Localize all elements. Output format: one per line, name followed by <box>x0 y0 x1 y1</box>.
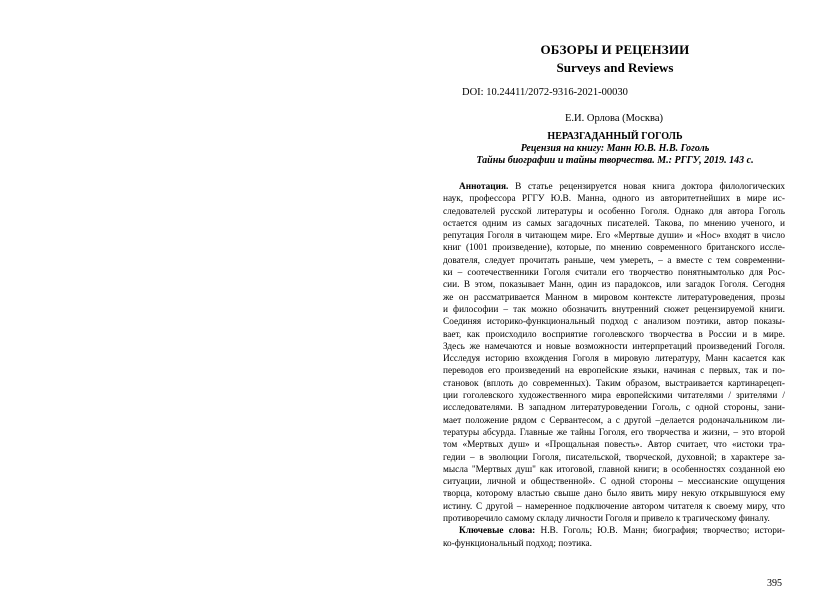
section-title: ОБЗОРЫ И РЕЦЕНЗИИ <box>540 42 690 57</box>
abstract-line: исследователями. В западном литературоведении Гоголь, с одной стороны, зани- <box>443 403 785 414</box>
article-subtitle-line-1: Рецензия на книгу: Манн Ю.В. Н.В. Гоголь <box>520 143 710 154</box>
abstract-line: книг (1001 произведение), которые, по мнению современного британского иссле- <box>443 243 785 254</box>
author-line: Е.И. Орлова (Москва) <box>565 113 663 124</box>
abstract-line: дователя, следует прочитать раньше, чем умереть, – а вместе с тем современни- <box>443 255 785 266</box>
abstract-line: Соединяя историко-функциональный подход с анализом поэтики, автор показы- <box>443 317 785 328</box>
article-title: НЕРАЗГАДАННЫЙ ГОГОЛЬ <box>547 131 683 142</box>
abstract-line: наук, профессора РГГУ Ю.В. Манна, одного из авторитетнейших в мире ис- <box>443 194 785 205</box>
section-title-english: Surveys and Reviews <box>556 60 674 75</box>
abstract-line: сии. В этом, показывает Манн, один из парадоксов, или загадок Гоголя. Сегодня <box>443 280 785 291</box>
abstract-line: мает положение рядом с Сервантесом, а с другой –делается родоначальником ли- <box>443 415 785 426</box>
abstract-line: репутация Гоголя в читающем мире. Его «Мертвые души» и «Нос» входят в число <box>443 231 785 242</box>
abstract-line: истину. С другой – намеренное подключение автором читателя к своему миру, что <box>443 501 785 512</box>
abstract-line: вает, как происходило восприятие гоголевского творчества в России и в мире. <box>443 329 785 340</box>
abstract-line: ситуации, личной и общественной». С одной стороны – мессианские ощущения <box>443 477 785 488</box>
abstract-line: следователей русской литературы и особенно Гоголя. Однако для автора Гоголь <box>443 206 785 217</box>
abstract-line: Аннотация. В статье рецензируется новая книга доктора филологических <box>459 182 785 192</box>
abstract-line: ки – соотечественники Гоголя считали его творчество понятнымтолько для Рос- <box>443 268 785 279</box>
abstract-line: Исследуя историю вхождения Гоголя в мировую литературу, Манн касается как <box>443 354 785 365</box>
abstract-body <box>443 181 785 550</box>
abstract-label: Аннотация. <box>459 182 509 192</box>
keywords-line: Ключевые слова: Н.В. Гоголь; Ю.В. Манн; биография; творчество; истори- <box>459 526 785 537</box>
abstract-line: творца, которому властью свыше дано было явить миру некую открывшуюся ему <box>443 489 785 500</box>
abstract-line: и философии – так можно обозначить внутренний сюжет рецензируемой книги. <box>443 304 785 315</box>
abstract-line: противоречило самому складу личности Гоголя и привело к трагическому финалу. <box>443 514 770 525</box>
keywords-label: Ключевые слова: <box>459 526 536 537</box>
article-subtitle-line-2: Тайны биографии и тайны творчества. М.: РГГУ, 2019. 143 с. <box>476 155 754 166</box>
abstract-line: становок (вплоть до современных). Таким образом, выстраивается картинарецеп- <box>443 378 785 389</box>
abstract-line: тературы абсурда. Главные же тайны Гоголя, его творчества и жизни, – это второй <box>443 427 785 438</box>
abstract-line: том «Мертвых душ» и «Прощальная повесть». Автор считает, что «истоки тра- <box>443 440 785 451</box>
abstract-line: ции гоголевского художественного мира европейскими читателями / зрителями / <box>443 391 785 402</box>
abstract-line: переводов его произведений на европейские языки, начиная с первых, так и по- <box>443 366 785 377</box>
doi-line: DOI: 10.24411/2072-9316-2021-00030 <box>462 87 628 98</box>
abstract-line: гедии – в эволюции Гоголя, писательской, творческой, духовной; в характере за- <box>443 452 785 463</box>
abstract-line: Здесь же намечаются и новые возможности интерпретаций произведений Гоголя. <box>443 341 785 352</box>
keywords-line: ко-функциональный подход; поэтика. <box>443 538 592 549</box>
abstract-line: мысла "Мертвых душ" как итоговой, главной книги; в особенностях созданной ею <box>443 464 785 475</box>
abstract-line: же он рассматривается Манном в мировом контексте литературоведения, прозы <box>443 292 785 303</box>
page-number: 395 <box>767 578 782 589</box>
abstract-line: остается одним из самых загадочных писателей. Такова, по мнению ученого, и <box>443 218 785 229</box>
